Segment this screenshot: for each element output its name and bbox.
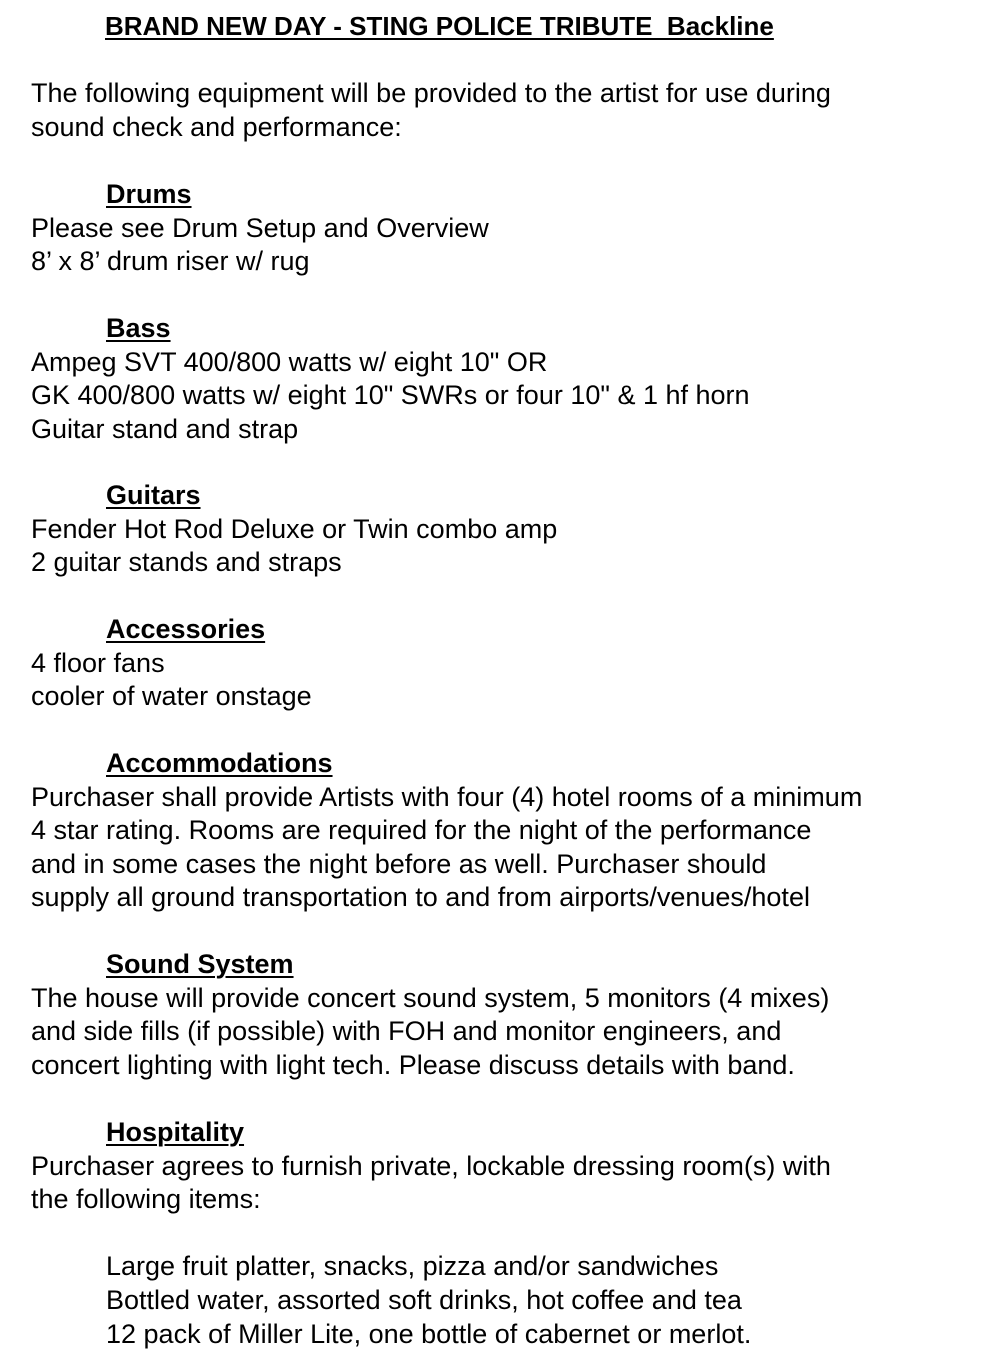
section-sound-system bbox=[31, 948, 971, 1082]
intro-line: sound check and performance: bbox=[31, 111, 402, 142]
section-line: 4 floor fans bbox=[31, 647, 165, 678]
section-hospitality bbox=[31, 1116, 971, 1351]
section-heading-guitars: Guitars bbox=[106, 480, 201, 510]
section-line: Purchaser shall provide Artists with four (4) hotel rooms of a minimum bbox=[31, 781, 863, 812]
section-bass bbox=[31, 312, 971, 446]
section-line: The house will provide concert sound system, 5 monitors (4 mixes) bbox=[31, 982, 830, 1013]
section-line: 8’ x 8’ drum riser w/ rug bbox=[31, 246, 310, 277]
blank-line bbox=[31, 1217, 971, 1251]
section-heading-accessories: Accessories bbox=[106, 614, 266, 644]
intro-paragraph bbox=[31, 77, 831, 144]
document-title: BRAND NEW DAY - STING POLICE TRIBUTE Backline bbox=[105, 11, 774, 41]
section-line: Fender Hot Rod Deluxe or Twin combo amp bbox=[31, 513, 558, 544]
section-guitars bbox=[31, 479, 971, 580]
section-line: cooler of water onstage bbox=[31, 681, 312, 712]
section-line: Purchaser agrees to furnish private, lockable dressing room(s) with bbox=[31, 1150, 831, 1181]
section-line: and in some cases the night before as well. Purchaser should bbox=[31, 848, 767, 879]
hospitality-item: Bottled water, assorted soft drinks, hot coffee and tea bbox=[106, 1284, 742, 1315]
section-line: supply all ground transportation to and from airports/venues/hotel bbox=[31, 882, 810, 913]
section-line: Please see Drum Setup and Overview bbox=[31, 212, 489, 243]
hospitality-item: Large fruit platter, snacks, pizza and/or sandwiches bbox=[106, 1251, 719, 1282]
section-line: GK 400/800 watts w/ eight 10" SWRs or four 10" & 1 hf horn bbox=[31, 380, 750, 411]
section-line: Ampeg SVT 400/800 watts w/ eight 10" OR bbox=[31, 346, 548, 377]
section-line: and side fills (if possible) with FOH and monitor engineers, and bbox=[31, 1016, 782, 1047]
hospitality-item: 12 pack of Miller Lite, one bottle of cabernet or merlot. bbox=[106, 1318, 752, 1349]
section-line: the following items: bbox=[31, 1184, 261, 1215]
section-heading-hospitality: Hospitality bbox=[106, 1117, 245, 1147]
section-line: 2 guitar stands and straps bbox=[31, 547, 342, 578]
section-accommodations bbox=[31, 747, 971, 915]
section-line: 4 star rating. Rooms are required for the night of the performance bbox=[31, 815, 812, 846]
intro-line: The following equipment will be provided to the artist for use during bbox=[31, 78, 831, 108]
section-heading-accommodations: Accommodations bbox=[106, 748, 333, 778]
section-heading-drums: Drums bbox=[106, 179, 192, 209]
section-drums bbox=[31, 178, 971, 279]
section-heading-bass: Bass bbox=[106, 313, 171, 343]
section-accessories bbox=[31, 613, 971, 714]
section-line: Guitar stand and strap bbox=[31, 413, 299, 444]
section-line: concert lighting with light tech. Please discuss details with band. bbox=[31, 1049, 795, 1080]
section-heading-sound-system: Sound System bbox=[106, 949, 294, 979]
